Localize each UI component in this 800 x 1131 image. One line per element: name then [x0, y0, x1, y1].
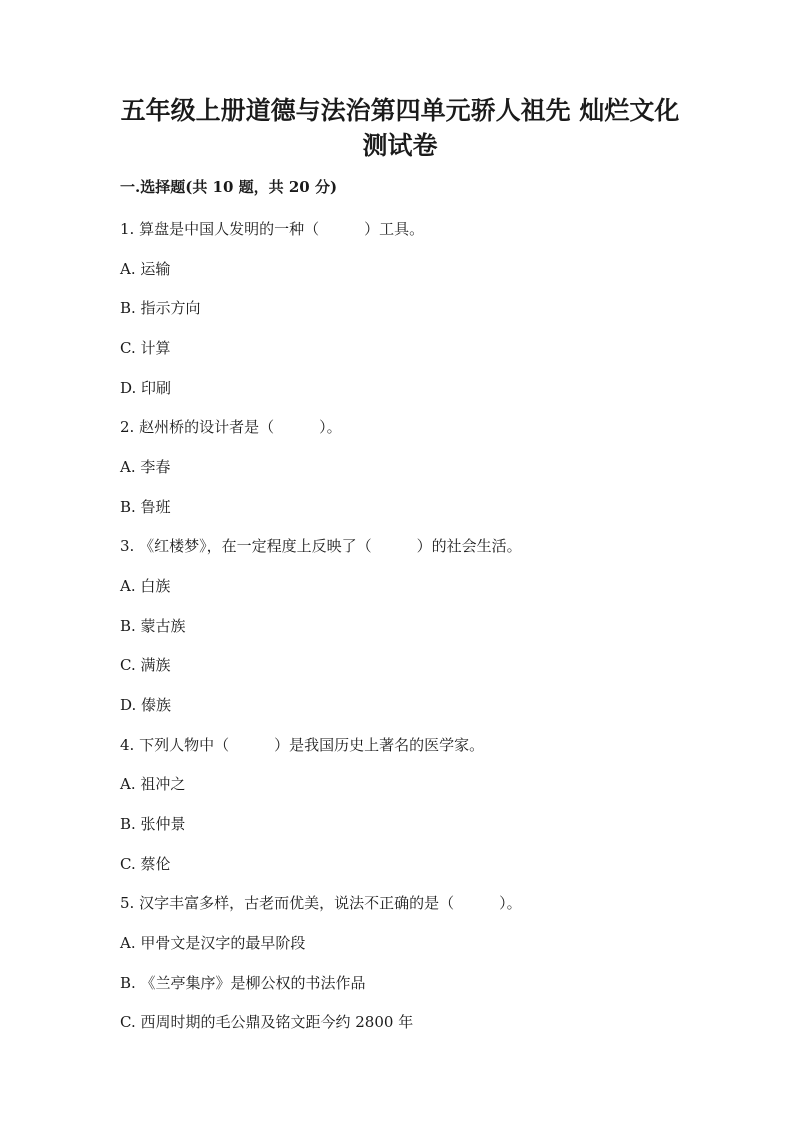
answer-option: C. 西周时期的毛公鼎及铭文距今约 2800 年 [120, 1013, 414, 1031]
answer-option: B. 鲁班 [120, 498, 171, 516]
section-heading: 一.选择题(共 10 题，共 20 分) [120, 178, 338, 196]
question-stem: 3. 《红楼梦》，在一定程度上反映了（ ）的社会生活。 [120, 537, 522, 555]
answer-option: B. 指示方向 [120, 299, 201, 317]
answer-option: B. 蒙古族 [120, 617, 186, 635]
answer-option: A. 运输 [120, 260, 171, 278]
question-stem: 5. 汉字丰富多样，古老而优美，说法不正确的是（ ）。 [120, 894, 522, 912]
page-title: 五年级上册道德与法治第四单元骄人祖先 灿烂文化 [120, 96, 680, 125]
answer-option: B. 《兰亭集序》是柳公权的书法作品 [120, 974, 366, 992]
answer-option: C. 蔡伦 [120, 855, 171, 873]
answer-option: A. 祖冲之 [120, 775, 186, 793]
page-title-continued: 测试卷 [362, 131, 438, 160]
answer-option: D. 印刷 [120, 379, 172, 397]
question-stem: 2. 赵州桥的设计者是（ ）。 [120, 418, 342, 436]
answer-option: A. 李春 [120, 458, 171, 476]
answer-option: D. 傣族 [120, 696, 172, 714]
question-stem: 4. 下列人物中（ ）是我国历史上著名的医学家。 [120, 736, 485, 754]
answer-option: B. 张仲景 [120, 815, 186, 833]
answer-option: C. 满族 [120, 656, 171, 674]
answer-option: A. 白族 [120, 577, 171, 595]
answer-option: C. 计算 [120, 339, 171, 357]
answer-option: A. 甲骨文是汉字的最早阶段 [120, 934, 306, 952]
question-stem: 1. 算盘是中国人发明的一种（ ）工具。 [120, 220, 425, 238]
